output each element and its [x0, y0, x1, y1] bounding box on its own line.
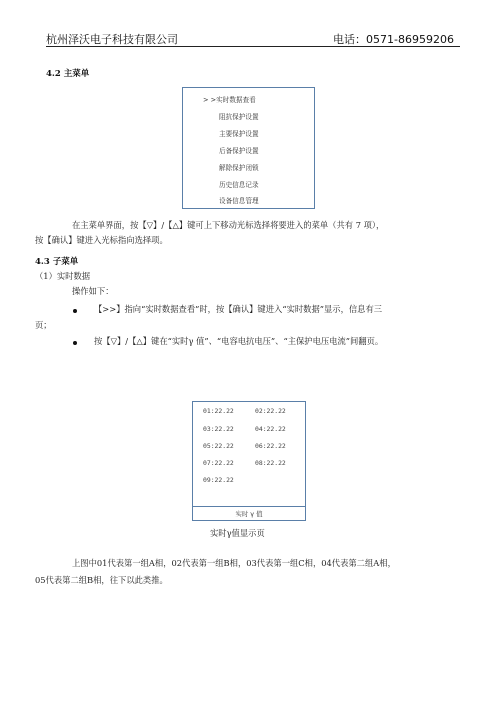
menu-item-history-records: 历史信息记录 [219, 181, 259, 189]
explain-line2: 05代表第二组B相，往下以此类推。 [35, 575, 168, 585]
bullet-icon [73, 341, 77, 345]
gamma-value: 03:22.22 [203, 425, 234, 433]
main-menu-screen [182, 87, 315, 209]
gamma-value: 01:22.22 [203, 407, 234, 415]
main-menu-desc-line1: 在主菜单界面，按【▽】/【△】键可上下移动光标选择将要进入的菜单（共有 7 项）， [72, 220, 385, 230]
gamma-values-screen [192, 401, 306, 521]
gamma-value: 09:22.22 [203, 476, 234, 484]
bullet2-text: 按【▽】/【△】键在“实时γ 值”、“电容电抗电压”、“主保护电压电流”间翻页。 [94, 336, 384, 346]
figure-caption: 实时γ值显示页 [210, 528, 265, 538]
gamma-value: 06:22.22 [255, 442, 286, 450]
gamma-value: 04:22.22 [255, 425, 286, 433]
header-divider [46, 46, 460, 47]
section-heading-sub-menu: 4.3 子菜单 [35, 257, 79, 267]
explain-line1: 上图中01代表第一组A相，02代表第一组B相，03代表第一组C相，04代表第二组A相， [72, 558, 396, 568]
menu-item-device-info: 设备信息管理 [219, 197, 259, 205]
gamma-screen-footer: 实时 γ 值 [235, 510, 263, 518]
menu-item-realtime-data: > >实时数据查看 [203, 96, 256, 104]
bullet1-line1: 【>>】指向“实时数据查看”时，按【确认】键进入“实时数据”显示，信息有三 [94, 304, 383, 314]
bullet-icon [73, 309, 77, 313]
gamma-value: 08:22.22 [255, 459, 286, 467]
menu-item-release-lock: 解除保护闭锁 [219, 164, 259, 172]
bullet1-line2: 页； [35, 320, 52, 330]
operation-label: 操作如下： [72, 286, 114, 296]
company-name: 杭州泽沃电子科技有限公司 [46, 33, 178, 46]
screen-footer-divider [193, 506, 305, 507]
gamma-value: 02:22.22 [255, 407, 286, 415]
section-heading-main-menu: 4.2 主菜单 [46, 69, 90, 79]
menu-item-main-protection: 主要保护设置 [219, 130, 259, 138]
main-menu-desc-line2: 按【确认】键进入光标指向选择项。 [35, 235, 168, 245]
menu-item-impedance-protection: 阻抗保护设置 [219, 113, 259, 121]
gamma-value: 05:22.22 [203, 442, 234, 450]
sub-heading-realtime-data: （1）实时数据 [35, 271, 91, 281]
gamma-value: 07:22.22 [203, 459, 234, 467]
menu-item-backup-protection: 后备保护设置 [219, 147, 259, 155]
phone-number: 电话：0571-86959206 [333, 33, 454, 46]
